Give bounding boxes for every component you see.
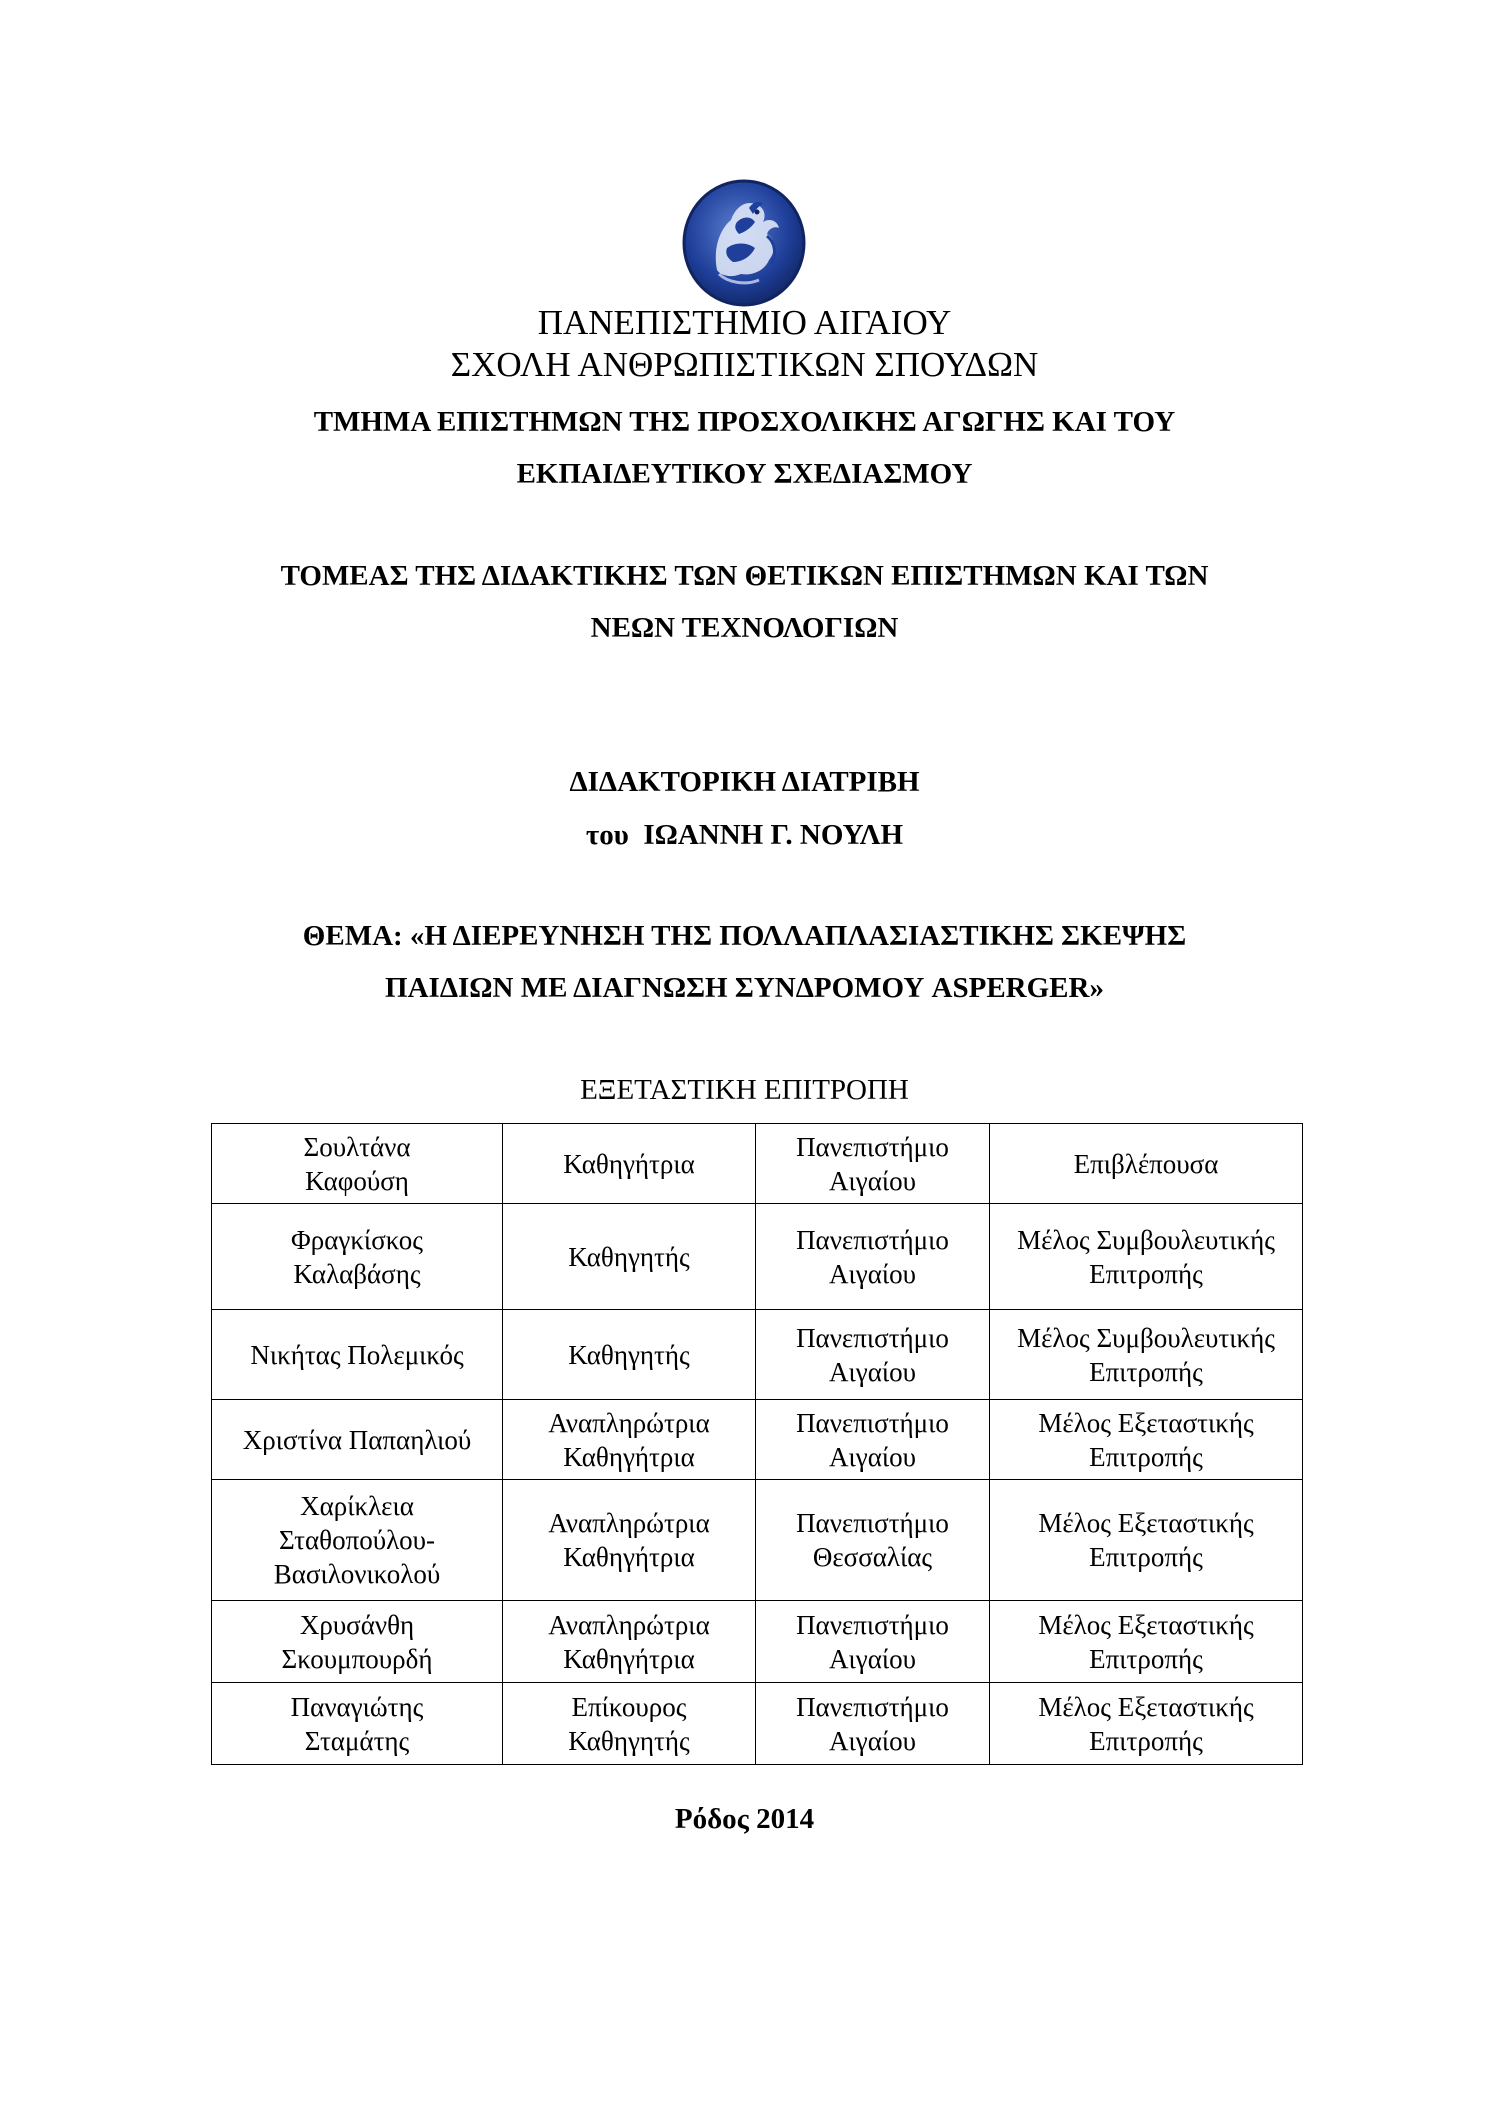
member-name: Χρυσάνθη Σκουμπουρδή	[212, 1601, 503, 1683]
member-university: Πανεπιστήμιο Αιγαίου	[756, 1204, 990, 1310]
table-row	[212, 1310, 1303, 1400]
member-name: Χαρίκλεια Σταθοπούλου- Βασιλονικολού	[212, 1480, 503, 1601]
member-name: Χριστίνα Παπαηλιού	[212, 1400, 503, 1480]
member-name: Φραγκίσκος Καλαβάσης	[212, 1204, 503, 1310]
committee-table	[211, 1123, 1303, 1765]
member-rank: Αναπληρώτρια Καθηγήτρια	[503, 1480, 756, 1601]
member-role: Μέλος Εξεταστικής Επιτροπής	[990, 1601, 1303, 1683]
member-university: Πανεπιστήμιο Αιγαίου	[756, 1400, 990, 1480]
member-university: Πανεπιστήμιο Θεσσαλίας	[756, 1480, 990, 1601]
member-name: Νικήτας Πολεμικός	[212, 1310, 503, 1400]
member-role: Μέλος Εξεταστικής Επιτροπής	[990, 1400, 1303, 1480]
school-name: ΣΧΟΛΗ ΑΝΘΡΩΠΙΣΤΙΚΩΝ ΣΠΟΥΔΩΝ	[450, 345, 1039, 384]
committee-title: ΕΞΕΤΑΣΤΙΚΗ ΕΠΙΤΡΟΠΗ	[580, 1074, 909, 1106]
thesis-topic-line-1: ΘΕΜΑ: «Η ΔΙΕΡΕΥΝΗΣΗ ΤΗΣ ΠΟΛΛΑΠΛΑΣΙΑΣΤΙΚΗΣ ΣΚΕΨΗΣ	[302, 920, 1187, 952]
member-university: Πανεπιστήμιο Αιγαίου	[756, 1601, 990, 1683]
member-name: Σουλτάνα Καφούση	[212, 1124, 503, 1204]
thesis-topic-line-2: ΠΑΙΔΙΩΝ ΜΕ ΔΙΑΓΝΩΣΗ ΣΥΝΔΡΟΜΟΥ ASPERGER»	[385, 972, 1104, 1004]
member-role: Μέλος Συμβουλευτικής Επιτροπής	[990, 1204, 1303, 1310]
member-rank: Αναπληρώτρια Καθηγήτρια	[503, 1601, 756, 1683]
member-rank: Καθηγητής	[503, 1310, 756, 1400]
member-name: Παναγιώτης Σταμάτης	[212, 1683, 503, 1765]
member-rank: Καθηγητής	[503, 1204, 756, 1310]
table-row	[212, 1204, 1303, 1310]
member-university: Πανεπιστήμιο Αιγαίου	[756, 1683, 990, 1765]
department-line-1: ΤΜΗΜΑ ΕΠΙΣΤΗΜΩΝ ΤΗΣ ΠΡΟΣΧΟΛΙΚΗΣ ΑΓΩΓΗΣ ΚΑΙ ΤΟΥ	[313, 406, 1176, 438]
member-role: Μέλος Συμβουλευτικής Επιτροπής	[990, 1310, 1303, 1400]
table-row	[212, 1480, 1303, 1601]
place-year: Ρόδος 2014	[674, 1803, 815, 1835]
department-line-2: ΕΚΠΑΙΔΕΥΤΙΚΟΥ ΣΧΕΔΙΑΣΜΟΥ	[516, 458, 973, 490]
member-rank: Αναπληρώτρια Καθηγήτρια	[503, 1400, 756, 1480]
sector-line-2: ΝΕΩΝ ΤΕΧΝΟΛΟΓΙΩΝ	[590, 612, 899, 644]
member-role: Μέλος Εξεταστικής Επιτροπής	[990, 1683, 1303, 1765]
member-role: Μέλος Εξεταστικής Επιτροπής	[990, 1480, 1303, 1601]
member-rank: Καθηγήτρια	[503, 1124, 756, 1204]
member-role: Επιβλέπουσα	[990, 1124, 1303, 1204]
table-row	[212, 1124, 1303, 1204]
thesis-type: ΔΙΔΑΚΤΟΡΙΚΗ ΔΙΑΤΡΙΒΗ	[569, 766, 920, 798]
member-university: Πανεπιστήμιο Αιγαίου	[756, 1310, 990, 1400]
table-row	[212, 1683, 1303, 1765]
member-university: Πανεπιστήμιο Αιγαίου	[756, 1124, 990, 1204]
member-rank: Επίκουρος Καθηγητής	[503, 1683, 756, 1765]
table-row	[212, 1601, 1303, 1683]
university-name: ΠΑΝΕΠΙΣΤΗΜΙΟ ΑΙΓΑΙΟΥ	[537, 303, 952, 342]
university-seal-icon	[679, 178, 809, 308]
table-row	[212, 1400, 1303, 1480]
sector-line-1: ΤΟΜΕΑΣ ΤΗΣ ΔΙΔΑΚΤΙΚΗΣ ΤΩΝ ΘΕΤΙΚΩΝ ΕΠΙΣΤΗΜΩΝ ΚΑΙ ΤΩΝ	[280, 560, 1209, 592]
thesis-author: του ΙΩΑΝΝΗ Γ. ΝΟΥΛΗ	[585, 819, 904, 851]
